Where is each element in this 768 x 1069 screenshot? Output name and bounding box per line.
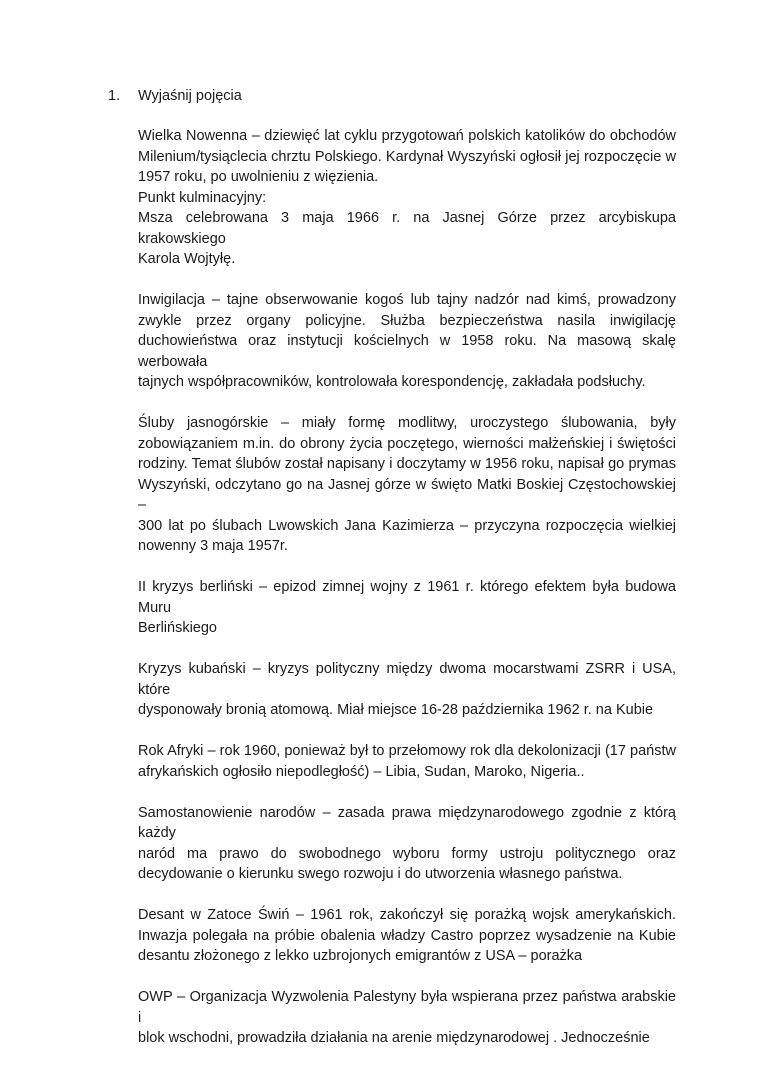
- text-line: rodziny. Temat ślubów został napisany i doczytamy w 1956 roku, napisał go prymas: [138, 456, 676, 472]
- text-line: Msza celebrowana 3 maja 1966 r. na Jasnej Górze przez arcybiskupa krakowskiego: [138, 210, 676, 247]
- text-line: Berlińskiego: [138, 620, 217, 636]
- paragraph: [138, 987, 676, 1049]
- text-line: II kryzys berliński – epizod zimnej wojny z 1961 r. którego efektem była budowa Muru: [138, 579, 676, 616]
- text-line: Wyszyński, odczytano go na Jasnej górze w święto Matki Boskiej Częstochowskiej –: [138, 476, 676, 513]
- text-line: 1957 roku, po uwolnieniu z więzienia.: [138, 169, 379, 185]
- text-line: Śluby jasnogórskie – miały formę modlitwy, uroczystego ślubowania, były: [138, 415, 676, 431]
- paragraph: [138, 659, 676, 721]
- text-line: 300 lat po ślubach Lwowskich Jana Kazimierza – przyczyna rozpoczęcia wielkiej: [138, 517, 676, 534]
- text-line: desantu złożonego z lekko uzbrojonych emigrantów z USA – porażka: [138, 948, 583, 964]
- text-line: dysponowały bronią atomową. Miał miejsce 16-28 października 1962 r. na Kubie: [138, 702, 654, 718]
- text-line: OWP – Organizacja Wyzwolenia Palestyny była wspierana przez państwa arabskie i: [138, 989, 676, 1026]
- text-line: afrykańskich ogłosiło niepodległość) – Libia, Sudan, Maroko, Nigeria..: [138, 763, 585, 780]
- paragraph: [138, 290, 676, 393]
- text-line: tajnych współpracowników, kontrolowała korespondencję, zakładała podsłuchy.: [138, 374, 646, 390]
- text-line: Inwigilacja – tajne obserwowanie kogoś lub tajny nadzór nad kimś, prowadzony: [138, 292, 676, 308]
- section-number: 1.: [108, 88, 121, 104]
- text-line: duchowieństwa oraz instytucji kościelnych w 1958 roku. Na masową skalę werbowała: [138, 333, 676, 370]
- paragraph: [138, 803, 676, 885]
- paragraph: [138, 577, 676, 639]
- text-line: Desant w Zatoce Świń – 1961 rok, zakończył się porażką wojsk amerykańskich.: [138, 907, 676, 923]
- text-line: naród ma prawo do swobodnego wyboru formy ustroju politycznego oraz: [138, 845, 676, 862]
- paragraph: [138, 126, 676, 270]
- text-line: decydowanie o kierunku swego rozwoju i do utworzenia własnego państwa.: [138, 866, 623, 882]
- paragraph: [138, 905, 676, 967]
- text-line: zobowiązaniem m.in. do obrony życia poczętego, wierności małżeńskiej i świętości: [138, 435, 676, 452]
- document-body: [138, 126, 676, 1069]
- section-title: Wyjaśnij pojęcia: [138, 88, 242, 104]
- text-line: blok wschodni, prowadziła działania na arenie międzynarodowej . Jednocześnie: [138, 1030, 650, 1046]
- text-line: Samostanowienie narodów – zasada prawa międzynarodowego zgodnie z którą każdy: [138, 804, 676, 841]
- paragraph: [138, 741, 676, 782]
- text-line: zwykle przez organy policyjne. Służba bezpieczeństwa nasila inwigilację: [138, 312, 676, 329]
- section-heading: [108, 86, 242, 107]
- text-line: Karola Wojtyłę.: [138, 251, 236, 267]
- text-line: Kryzys kubański – kryzys polityczny między dwoma mocarstwami ZSRR i USA, które: [138, 661, 676, 698]
- text-line: Wielka Nowenna – dziewięć lat cyklu przygotowań polskich katolików do obchodów: [138, 128, 676, 144]
- text-line: nowenny 3 maja 1957r.: [138, 538, 288, 554]
- text-line: Rok Afryki – rok 1960, ponieważ był to przełomowy rok dla dekolonizacji (17 państw: [138, 743, 676, 759]
- text-line: Milenium/tysiąclecia chrztu Polskiego. Kardynał Wyszyński ogłosił jej rozpoczęcie w: [138, 148, 676, 165]
- paragraph: [138, 413, 676, 557]
- text-line: Inwazja polegała na próbie obalenia władzy Castro poprzez wysadzenie na Kubie: [138, 927, 676, 944]
- text-line: Punkt kulminacyjny:: [138, 189, 267, 206]
